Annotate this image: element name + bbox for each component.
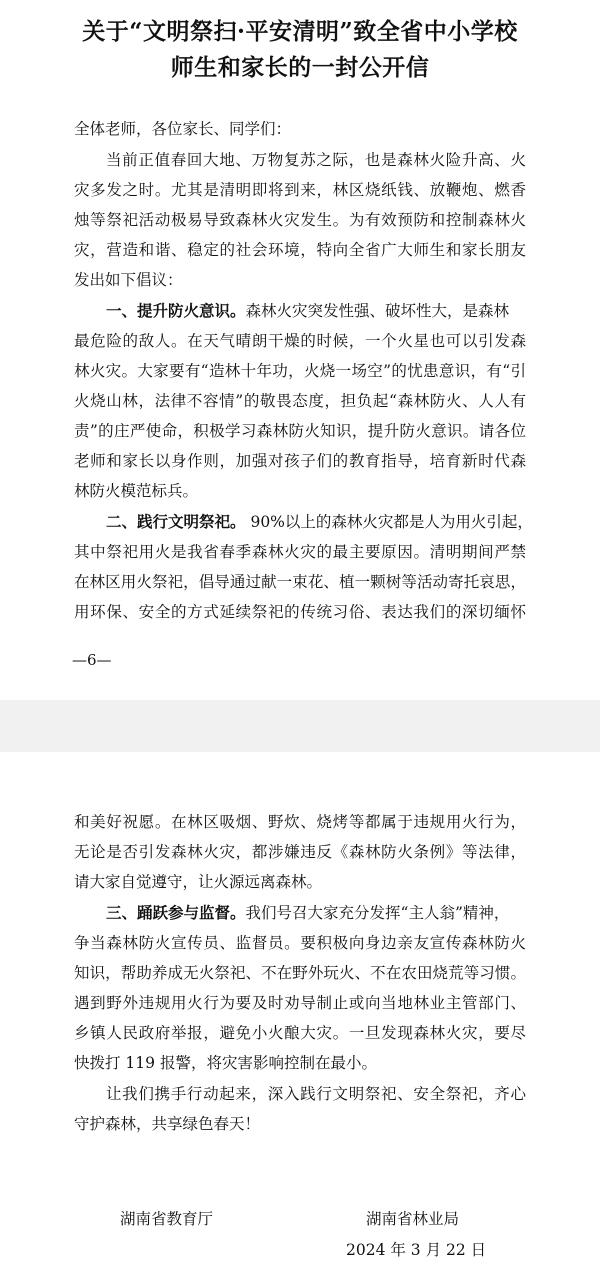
document-title-line-1: 关于“文明祭扫·平安清明”致全省中小学校 (82, 18, 518, 45)
document-page-1: 关于“文明祭扫·平安清明”致全省中小学校 师生和家长的一封公开信 全体老师，各位家长、同学们： 当前正值春回大地、万物复苏之际，也是森林火险升高、火 灾多发之时。尤其是清明即将到来，林区烧纸钱、放鞭炮、燃香 烛等祭祀活动极易导致森林火灾发生。为有效预防和控制森林火 灾，营造和谐、稳定的社会环境，特向全省广大师生和家长朋友 发出如下倡议： 一、提升防火意识。森林火灾突发性强、破坏性大，是森林 最危险的敌人。在天气晴朗干燥的时候，一个火星也可以引发森 林火灾。大家要有“造林十年功，火烧一场空”的忧患意识，有“引 火烧山林，法律不容情”的敬畏态度，担负起“森林防火、人人有 责”的庄严使命，积极学习森林防火知识，提升防火意识。请各位 老师和家长以身作则，加强对孩子们的教育指导，培育新时代森 林防火模范标兵。 二、践行文明祭祀。 90%以上的森林火灾都是人为用火引起， 其中祭祀用火是我省春季森林火灾的最主要原因。清明期间严禁 在林区用火祭祀，倡导通过献一束花、植一颗树等活动寄托哀思， 用环保、安全的方式延续祭祀的传统习俗、表达我们的深切缅怀 —6— (0, 0, 600, 700)
signing-date: 2024 年 3 月 22 日 (346, 1241, 487, 1259)
section-heading-1: 一、提升防火意识。 (106, 301, 246, 320)
document-title-line-2: 师生和家长的一封公开信 (170, 54, 430, 81)
document-page-2: 和美好祝愿。在林区吸烟、野炊、烧烤等都属于违规用火行为， 无论是否引发森林火灾，都涉嫌违反《森林防火条例》等法律， 请大家自觉遵守，让火源远离森林。 三、踊跃参与监督。我们号召大家充分发挥“主人翁”精神， 争当森林防火宣传员、监督员。要积极向身边亲友宣传森林防火 知识，帮助养成无火祭祀、不在野外玩火、不在农田烧荒等习惯。 遇到野外违规用火行为要及时劝导制止或向当地林业主管部门、 乡镇人民政府举报，避免小火酿大灾。一旦发现森林火灾，要尽 快拨打 119 报警，将灾害影响控制在最小。 让我们携手行动起来，深入践行文明祭祀、安全祭祀，齐心 守护森林，共享绿色春天！ 湖南省教育厅 湖南省林业局 2024 年 3 月 22 日 (0, 752, 600, 1272)
signatory-forestry-bureau: 湖南省林业局 (366, 1210, 460, 1228)
section-heading-3: 三、踊跃参与监督。 (106, 903, 246, 922)
signatory-education-department: 湖南省教育厅 (120, 1210, 214, 1228)
page-number: —6— (72, 651, 112, 669)
section-heading-2: 二、践行文明祭祀。 (106, 512, 246, 531)
